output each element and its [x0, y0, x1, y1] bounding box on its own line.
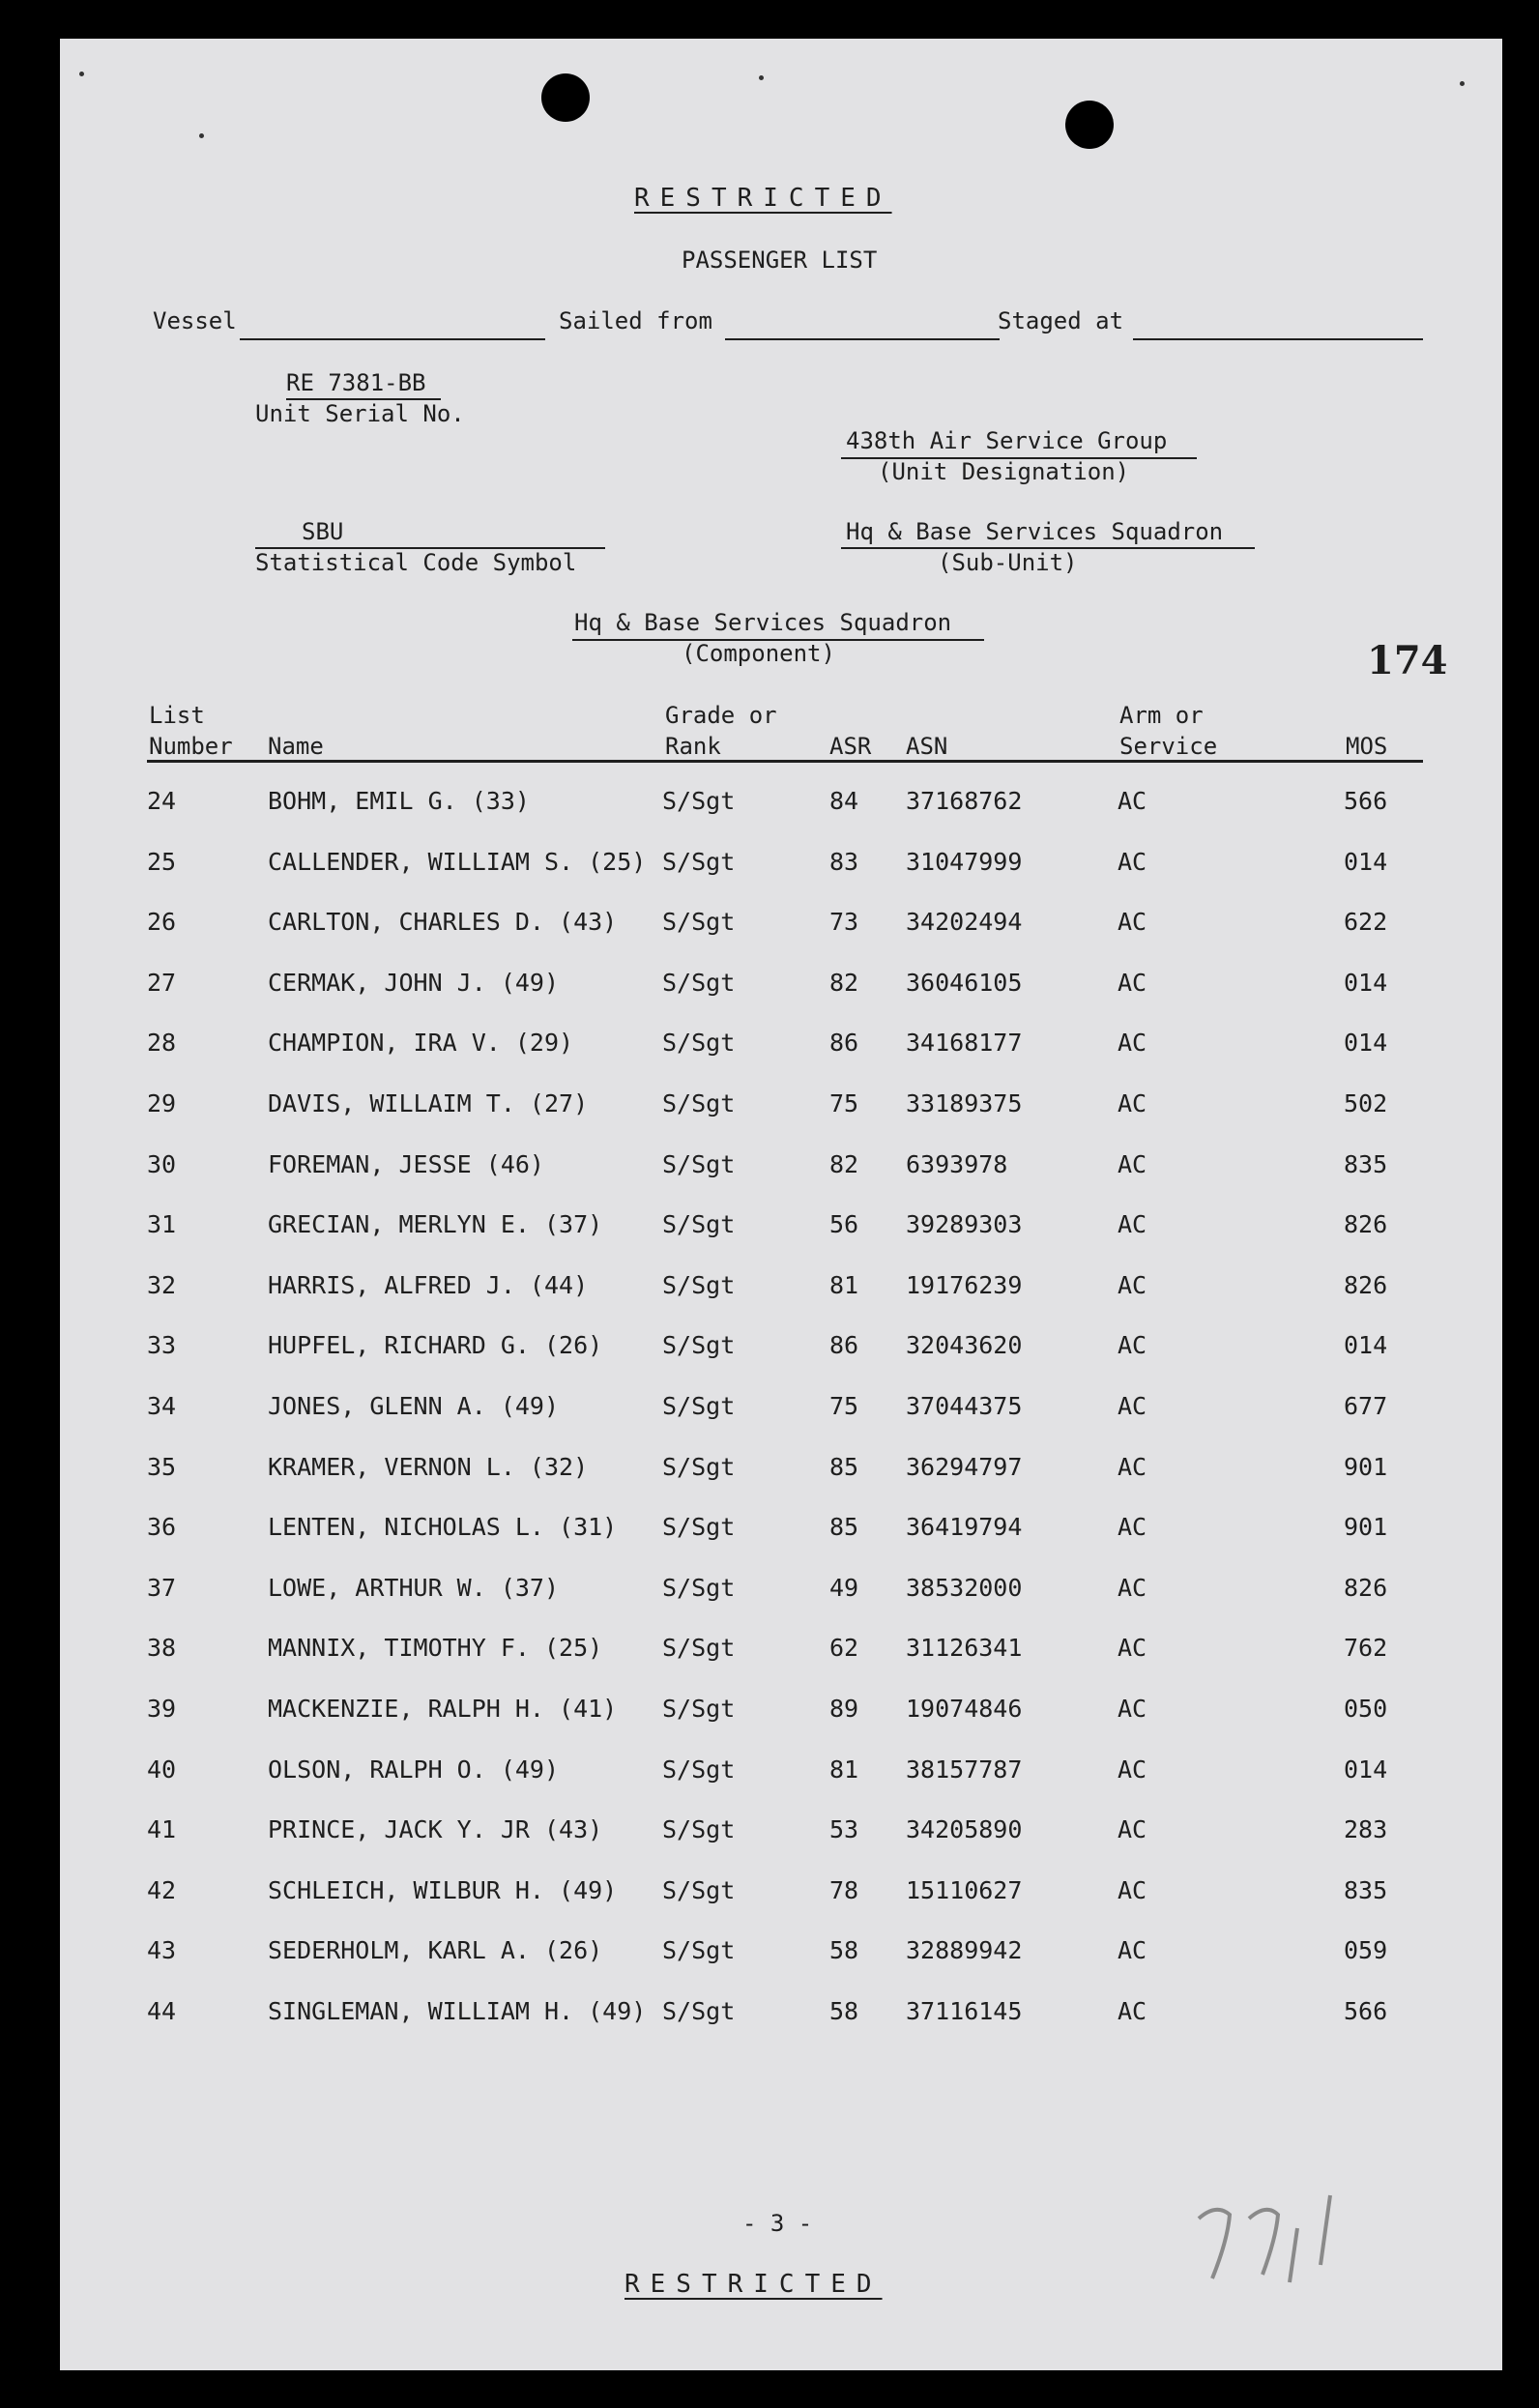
cell-name: SINGLEMAN, WILLIAM H. (49): [268, 1997, 647, 2025]
cell-no: 38: [147, 1634, 177, 1662]
cell-asn: 37116145: [906, 1997, 1023, 2025]
table-row: [0, 969, 1539, 1007]
cell-asr: 75: [829, 1089, 859, 1117]
cell-name: DAVIS, WILLAIM T. (27): [268, 1089, 589, 1117]
cell-no: 39: [147, 1695, 177, 1723]
cell-arm: AC: [1118, 1029, 1147, 1057]
cell-grade: S/Sgt: [662, 908, 736, 936]
cell-no: 25: [147, 848, 177, 876]
cell-asn: 19074846: [906, 1695, 1023, 1723]
cell-grade: S/Sgt: [662, 1029, 736, 1057]
header-list-label: List: [149, 702, 205, 729]
cell-mos: 677: [1344, 1392, 1388, 1420]
table-row: [0, 1997, 1539, 2036]
cell-name: HARRIS, ALFRED J. (44): [268, 1271, 589, 1299]
cell-name: BOHM, EMIL G. (33): [268, 787, 530, 815]
cell-asr: 86: [829, 1029, 859, 1057]
table-row: [0, 1815, 1539, 1854]
cell-asn: 38532000: [906, 1574, 1023, 1602]
header-grade-label: Grade or: [665, 702, 777, 729]
cell-grade: S/Sgt: [662, 1150, 736, 1178]
cell-mos: 566: [1344, 1997, 1388, 2025]
cell-arm: AC: [1118, 1997, 1147, 2025]
punch-hole-left: [541, 73, 590, 122]
cell-no: 37: [147, 1574, 177, 1602]
cell-name: MACKENZIE, RALPH H. (41): [268, 1695, 618, 1723]
header-arm-label: Arm or: [1119, 702, 1204, 729]
cell-grade: S/Sgt: [662, 1997, 736, 2025]
cell-no: 29: [147, 1089, 177, 1117]
cell-grade: S/Sgt: [662, 1089, 736, 1117]
header-asr: ASR: [829, 733, 872, 760]
table-row: [0, 1574, 1539, 1612]
cell-name: PRINCE, JACK Y. JR (43): [268, 1815, 603, 1843]
cell-grade: S/Sgt: [662, 1755, 736, 1784]
table-row: [0, 1331, 1539, 1370]
table-row: [0, 1210, 1539, 1249]
cell-asn: 36419794: [906, 1513, 1023, 1541]
cell-asr: 53: [829, 1815, 859, 1843]
cell-mos: 566: [1344, 787, 1388, 815]
cell-mos: 050: [1344, 1695, 1388, 1723]
statistical-code-label: Statistical Code Symbol: [255, 549, 577, 576]
cell-asr: 82: [829, 1150, 859, 1178]
list-title: PASSENGER LIST: [682, 247, 878, 274]
cell-grade: S/Sgt: [662, 1513, 736, 1541]
sub-unit-value: Hq & Base Services Squadron: [846, 518, 1224, 545]
cell-arm: AC: [1118, 787, 1147, 815]
cell-mos: 059: [1344, 1936, 1388, 1964]
cell-name: CARLTON, CHARLES D. (43): [268, 908, 618, 936]
cell-arm: AC: [1118, 1453, 1147, 1481]
cell-asn: 37044375: [906, 1392, 1023, 1420]
component-label: (Component): [682, 640, 835, 667]
cell-arm: AC: [1118, 1150, 1147, 1178]
cell-no: 36: [147, 1513, 177, 1541]
cell-arm: AC: [1118, 1936, 1147, 1964]
cell-mos: 014: [1344, 1331, 1388, 1359]
cell-grade: S/Sgt: [662, 1815, 736, 1843]
cell-mos: 901: [1344, 1513, 1388, 1541]
cell-name: CALLENDER, WILLIAM S. (25): [268, 848, 647, 876]
table-row: [0, 1392, 1539, 1431]
cell-arm: AC: [1118, 1695, 1147, 1723]
cell-name: KRAMER, VERNON L. (32): [268, 1453, 589, 1481]
cell-no: 32: [147, 1271, 177, 1299]
cell-arm: AC: [1118, 1513, 1147, 1541]
cell-no: 43: [147, 1936, 177, 1964]
cell-asn: 31047999: [906, 848, 1023, 876]
cell-name: LOWE, ARTHUR W. (37): [268, 1574, 560, 1602]
cell-asr: 85: [829, 1453, 859, 1481]
cell-grade: S/Sgt: [662, 1271, 736, 1299]
cell-asr: 58: [829, 1936, 859, 1964]
table-row: [0, 1089, 1539, 1128]
cell-grade: S/Sgt: [662, 1634, 736, 1662]
cell-mos: 502: [1344, 1089, 1388, 1117]
cell-mos: 835: [1344, 1150, 1388, 1178]
staged-at-label: Staged at: [998, 307, 1124, 334]
sailed-from-label: Sailed from: [559, 307, 712, 334]
cell-asn: 32889942: [906, 1936, 1023, 1964]
header-list-number: [149, 700, 233, 762]
cell-mos: 014: [1344, 969, 1388, 997]
cell-arm: AC: [1118, 1331, 1147, 1359]
cell-no: 42: [147, 1876, 177, 1904]
cell-arm: AC: [1118, 1392, 1147, 1420]
cell-asr: 75: [829, 1392, 859, 1420]
cell-no: 31: [147, 1210, 177, 1238]
cell-asr: 62: [829, 1634, 859, 1662]
cell-no: 28: [147, 1029, 177, 1057]
cell-arm: AC: [1118, 1815, 1147, 1843]
classification-bottom: RESTRICTED: [624, 2270, 883, 2299]
cell-grade: S/Sgt: [662, 1574, 736, 1602]
cell-asr: 58: [829, 1997, 859, 2025]
cell-arm: AC: [1118, 969, 1147, 997]
cell-name: MANNIX, TIMOTHY F. (25): [268, 1634, 603, 1662]
cell-mos: 826: [1344, 1574, 1388, 1602]
cell-asr: 78: [829, 1876, 859, 1904]
cell-no: 24: [147, 787, 177, 815]
cell-mos: 901: [1344, 1453, 1388, 1481]
cell-no: 40: [147, 1755, 177, 1784]
table-row: [0, 1029, 1539, 1067]
cell-grade: S/Sgt: [662, 969, 736, 997]
cell-asr: 81: [829, 1271, 859, 1299]
cell-no: 41: [147, 1815, 177, 1843]
table-row: [0, 1150, 1539, 1189]
table-row: [0, 1271, 1539, 1310]
cell-grade: S/Sgt: [662, 1695, 736, 1723]
header-grade: [665, 700, 777, 762]
cell-no: 44: [147, 1997, 177, 2025]
table-row: [0, 908, 1539, 946]
cell-mos: 283: [1344, 1815, 1388, 1843]
cell-grade: S/Sgt: [662, 1453, 736, 1481]
cell-asr: 89: [829, 1695, 859, 1723]
cell-no: 27: [147, 969, 177, 997]
pencil-annotation: [1189, 2190, 1353, 2296]
staged-at-blank: [1133, 338, 1423, 340]
cell-arm: AC: [1118, 1089, 1147, 1117]
table-row: [0, 1453, 1539, 1492]
speck: [1460, 81, 1465, 86]
cell-asn: 15110627: [906, 1876, 1023, 1904]
cell-asr: 81: [829, 1755, 859, 1784]
cell-name: SEDERHOLM, KARL A. (26): [268, 1936, 603, 1964]
header-rank-label: Rank: [665, 733, 721, 760]
punch-hole-right: [1065, 101, 1114, 149]
cell-name: LENTEN, NICHOLAS L. (31): [268, 1513, 618, 1541]
cell-asn: 32043620: [906, 1331, 1023, 1359]
cell-arm: AC: [1118, 1876, 1147, 1904]
cell-asn: 36294797: [906, 1453, 1023, 1481]
cell-name: FOREMAN, JESSE (46): [268, 1150, 544, 1178]
cell-arm: AC: [1118, 1755, 1147, 1784]
cell-mos: 762: [1344, 1634, 1388, 1662]
cell-asn: 31126341: [906, 1634, 1023, 1662]
cell-arm: AC: [1118, 1574, 1147, 1602]
cell-grade: S/Sgt: [662, 787, 736, 815]
table-row: [0, 1634, 1539, 1672]
statistical-code-value: SBU: [302, 518, 344, 545]
cell-mos: 622: [1344, 908, 1388, 936]
cell-name: SCHLEICH, WILBUR H. (49): [268, 1876, 618, 1904]
header-rule: [147, 760, 1423, 763]
cell-grade: S/Sgt: [662, 1210, 736, 1238]
cell-asn: 34168177: [906, 1029, 1023, 1057]
cell-grade: S/Sgt: [662, 1876, 736, 1904]
cell-no: 33: [147, 1331, 177, 1359]
cell-arm: AC: [1118, 1634, 1147, 1662]
cell-mos: 014: [1344, 1755, 1388, 1784]
component-value: Hq & Base Services Squadron: [574, 609, 952, 636]
speck: [199, 133, 204, 138]
table-row: [0, 1936, 1539, 1975]
cell-asn: 37168762: [906, 787, 1023, 815]
cell-name: CHAMPION, IRA V. (29): [268, 1029, 574, 1057]
table-row: [0, 1513, 1539, 1552]
cell-arm: AC: [1118, 1271, 1147, 1299]
sailed-from-blank: [725, 338, 1000, 340]
cell-asr: 82: [829, 969, 859, 997]
cell-arm: AC: [1118, 848, 1147, 876]
unit-designation-label: (Unit Designation): [878, 458, 1130, 485]
header-service-label: Service: [1119, 733, 1218, 760]
speck: [759, 75, 764, 80]
cell-name: CERMAK, JOHN J. (49): [268, 969, 560, 997]
cell-mos: 826: [1344, 1271, 1388, 1299]
cell-name: OLSON, RALPH O. (49): [268, 1755, 560, 1784]
header-asn: ASN: [906, 733, 948, 760]
cell-asr: 73: [829, 908, 859, 936]
cell-mos: 014: [1344, 848, 1388, 876]
cell-mos: 826: [1344, 1210, 1388, 1238]
cell-asr: 49: [829, 1574, 859, 1602]
header-name: Name: [268, 733, 324, 760]
cell-asr: 56: [829, 1210, 859, 1238]
cell-asr: 85: [829, 1513, 859, 1541]
stamp-number: 174: [1367, 638, 1448, 683]
cell-mos: 835: [1344, 1876, 1388, 1904]
cell-no: 26: [147, 908, 177, 936]
cell-no: 35: [147, 1453, 177, 1481]
cell-asr: 86: [829, 1331, 859, 1359]
cell-asn: 6393978: [906, 1150, 1008, 1178]
cell-asr: 83: [829, 848, 859, 876]
cell-name: GRECIAN, MERLYN E. (37): [268, 1210, 603, 1238]
header-mos: MOS: [1346, 733, 1388, 760]
cell-asn: 39289303: [906, 1210, 1023, 1238]
cell-asn: 38157787: [906, 1755, 1023, 1784]
table-row: [0, 848, 1539, 886]
header-arm: [1119, 700, 1217, 762]
cell-asr: 84: [829, 787, 859, 815]
cell-asn: 33189375: [906, 1089, 1023, 1117]
cell-no: 34: [147, 1392, 177, 1420]
page-number: - 3 -: [742, 2210, 813, 2237]
table-row: [0, 1695, 1539, 1733]
cell-asn: 19176239: [906, 1271, 1023, 1299]
cell-grade: S/Sgt: [662, 848, 736, 876]
cell-grade: S/Sgt: [662, 1331, 736, 1359]
speck: [79, 72, 84, 76]
header-number-label: Number: [149, 733, 233, 760]
sub-unit-label: (Sub-Unit): [938, 549, 1078, 576]
cell-name: HUPFEL, RICHARD G. (26): [268, 1331, 603, 1359]
cell-arm: AC: [1118, 908, 1147, 936]
cell-mos: 014: [1344, 1029, 1388, 1057]
table-row: [0, 787, 1539, 826]
cell-grade: S/Sgt: [662, 1392, 736, 1420]
cell-arm: AC: [1118, 1210, 1147, 1238]
unit-serial-value: RE 7381-BB: [286, 369, 426, 396]
unit-designation-value: 438th Air Service Group: [846, 427, 1168, 454]
table-row: [0, 1755, 1539, 1794]
cell-name: JONES, GLENN A. (49): [268, 1392, 560, 1420]
table-row: [0, 1876, 1539, 1915]
vessel-blank: [240, 338, 545, 340]
unit-serial-label: Unit Serial No.: [255, 400, 465, 427]
cell-asn: 34205890: [906, 1815, 1023, 1843]
cell-grade: S/Sgt: [662, 1936, 736, 1964]
cell-no: 30: [147, 1150, 177, 1178]
cell-asn: 34202494: [906, 908, 1023, 936]
classification-top: RESTRICTED: [634, 184, 892, 213]
cell-asn: 36046105: [906, 969, 1023, 997]
vessel-label: Vessel: [153, 307, 237, 334]
